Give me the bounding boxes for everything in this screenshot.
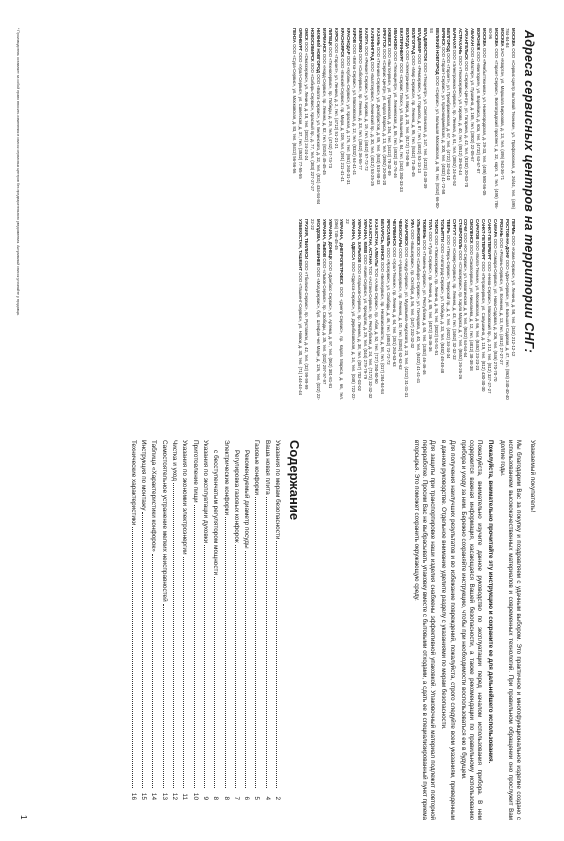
service-center-address: ООО «Донбасс-Сервис», ул. Артема, д. 97, тел. (062) 381-81-81	[327, 260, 333, 389]
service-center-entry	[457, 219, 463, 400]
contents-title: Содержание	[287, 440, 302, 521]
service-center-entry	[451, 219, 457, 400]
toc-entry-page: 8	[222, 796, 230, 800]
service-center-entry	[310, 219, 321, 400]
service-center-entry	[464, 28, 470, 209]
intro-paragraph: Пожалуйста, внимательно изучите данное руководство по эксплуатации перед началом использования прибора. В нем содержится важная информация, касающаяся Вашей безопасности, а также рекомендации по правильному использованию прибора и уходу за ним. Бережно сохраняйте инструкцию, чтобы при необходимости воспользоваться ею в будущем.	[459, 440, 484, 820]
toc-entry-title: Указания по мерам безопасности	[274, 440, 281, 540]
service-center-entry	[362, 219, 368, 400]
service-center-entry	[505, 28, 516, 209]
toc-entry-page: 5	[253, 796, 261, 800]
service-center-entry	[393, 28, 399, 209]
toc-entry-title: Чистка и уход	[171, 440, 179, 482]
toc-entry	[179, 440, 189, 800]
toc-entry-title: Регулировка газовых конфорок	[232, 450, 240, 543]
toc-entry-title: Электрические конфорки	[222, 440, 230, 516]
service-center-entry	[499, 28, 505, 209]
service-center-entry	[298, 219, 304, 400]
service-center-entry	[399, 28, 405, 209]
service-center-entry	[404, 219, 410, 400]
service-center-entry	[339, 28, 345, 209]
service-center-entry	[357, 28, 363, 209]
service-center-entry	[475, 219, 481, 400]
toc-entry-page: 10	[191, 792, 199, 800]
service-center-entry	[410, 219, 416, 400]
service-center-entry	[298, 28, 304, 209]
service-center-city: АБАКАН	[470, 28, 476, 46]
service-center-city: КАЗАХСТАН, АЛМАТЫ	[374, 219, 380, 267]
service-center-address: ООО «Электроника-Сервис», пр. Ленина, д. 61, тел. (3852) 24-62-52	[452, 49, 458, 187]
service-center-entry	[351, 28, 357, 209]
service-center-address: ООО «Дон-Сервис», ул. Большая Садовая, д. 47, тел. (863) 240-40-40	[505, 259, 511, 400]
service-center-address: ООО «Ставсервис», пр. Карла Маркса, д. 7, тел. (8652) 26-26-26	[457, 250, 463, 380]
service-center-city: НИЖНИЙ НОВГОРОД	[316, 28, 322, 73]
service-center-address: ООО «Ремсервис», ул. Горького, д. 87, тел. (4922) 53-13-13	[417, 54, 423, 173]
service-center-entry	[510, 219, 516, 400]
service-center-address: ООО «Сервис-Центр Бытовой Техники», ул. Профсоюзная, д. 26/44, тел. (495) 784-84-84	[505, 28, 516, 209]
service-center-address: ООО «Балтсервис», Ленинский пр., д. 30, тел. (4012) 53-25-25	[369, 61, 375, 187]
toc-entry-title: Ваша новая плита	[263, 440, 271, 495]
service-center-city: ПЕРМЬ	[511, 219, 516, 235]
greeting: Уважаемый покупатель!	[529, 440, 536, 513]
service-center-address: ООО «Енисей-Сервис», пр. Мира, д. 109, тел. (391) 211-41-41	[339, 58, 345, 182]
intro-paragraph: Для получения наилучших результатов и во избежание повреждений, пожалуйста, строго следуйте всем указаниям, приведенным в данном руководстве. Отдельное внимание уделите разделу с указаниями по мерам безопасности.	[440, 440, 456, 820]
service-center-city: ХАБАРОВСК	[404, 219, 410, 246]
service-center-entry	[345, 28, 351, 209]
service-center-city: МОСКВА	[493, 28, 499, 47]
service-center-entry	[392, 219, 398, 400]
service-center-city: ОМСК	[304, 28, 310, 41]
service-center-address: ООО «Киев-Сервис», ул. Крещатик, д. 29, тел. (044) 279-79-79	[362, 254, 368, 380]
service-center-entry	[316, 28, 322, 209]
service-center-address: ООО «Кубань-Сервис», ул. Красная, д. 176, тел. (861) 260-31-31	[345, 55, 351, 185]
service-center-address: ООО «Нева-Сервис», Московский пр., д. 212, тел. (812) 327-27-27	[487, 261, 493, 394]
service-center-city: ИВАНОВО	[393, 28, 399, 50]
service-center-entry	[476, 28, 482, 209]
service-center-city: ЯРОСЛАВЛЬ	[386, 219, 392, 247]
service-center-city: КАЛУГА	[363, 28, 369, 45]
service-center-city: УКРАИНА, ОДЕССА	[350, 219, 356, 261]
service-center-city: ТОЛЬЯТТИ	[439, 219, 445, 243]
service-center-city: УКРАИНА, ДНЕПРОПЕТРОВСК	[339, 219, 345, 285]
toc-entry	[148, 440, 158, 800]
service-center-city: ТУЛА	[427, 219, 433, 231]
service-centers-footnote: * Производитель оставляет за собой право вносить изменения в список сервисных центров без предварительного уведомления. Актуальный список уточняйте у продавца.	[16, 28, 20, 316]
service-center-entry	[333, 219, 344, 400]
toc-entry-page: 14	[150, 792, 158, 800]
toc-entry	[189, 440, 199, 800]
service-center-entry	[381, 28, 387, 209]
toc-leader-dots	[225, 517, 226, 788]
service-center-address: ООО «Сервис-Центр», ул. Карла Маркса, д. 13, тел. (3952) 20-85-20	[381, 48, 387, 186]
service-center-entry	[421, 219, 427, 400]
service-center-city: МУРМАНСК	[322, 28, 328, 53]
service-center-city: КУРСК	[334, 28, 340, 42]
service-center-address: ООО «Рязань-Сервис», ул. Есенина, д. 13, тел. (4912) 27-27-27	[499, 238, 505, 365]
service-center-entry	[304, 219, 310, 400]
service-center-address: ООО «Гарант», ул. Преображенская, д. 67, тел. (4722) 32-64-10	[446, 53, 452, 181]
service-center-city: БАРНАУЛ	[452, 28, 458, 49]
service-center-city: СМОЛЕНСК	[469, 219, 475, 244]
service-center-entry	[411, 28, 417, 209]
intro-paragraph: Мы благодарим Вас за покупку и поздравляем с удачным выбором. Это практичное и многофункциональное изделие создано с использованием высококачественных материалов и современных технологий. При правильном обращении оно прослужит Вам долгие годы.	[498, 440, 522, 820]
service-center-city: ЛИПЕЦК	[328, 28, 334, 46]
toc-entry-page: 12	[171, 792, 179, 800]
service-center-entry	[398, 219, 404, 400]
service-centers-page	[0, 0, 564, 420]
service-center-city: БРЯНСК	[440, 28, 446, 46]
service-center-entry	[470, 28, 476, 209]
toc-entry-title: с бесступенчатым регулятором мощности	[212, 450, 220, 576]
service-center-city: ВОРОНЕЖ	[476, 28, 482, 51]
service-centers-title: Адреса сервисных центров на территории СНГ:	[522, 30, 536, 353]
toc-entry	[128, 440, 138, 800]
service-center-city: УКРАИНА, ХАРЬКОВ	[356, 219, 362, 263]
toc-leader-dots	[204, 545, 205, 788]
service-center-city: ИРКУТСК	[381, 28, 387, 48]
toc-entry-page: 2	[274, 796, 281, 800]
toc-leader-dots	[132, 527, 133, 788]
service-center-entry	[322, 28, 328, 209]
service-centers-column-1	[26, 28, 516, 209]
service-center-address: ООО «Тверь-Сервис», Тверской пр., д. 2, тел. (4822) 34-34-34	[445, 234, 451, 359]
service-center-address: ООО «Петросервис», ул. Савушкина, д. 119, тел. (812) 430-30-30	[481, 261, 487, 392]
toc-entry-title: Указания по эксплуатации духовки	[201, 440, 209, 544]
toc-entry-title: Инструкция по монтажу	[140, 440, 148, 511]
service-center-entry	[469, 219, 475, 400]
service-center-address: ООО «Сура-Сервис», ул. Московская, д. 83, тел. (8412) 56-56-56	[292, 44, 298, 174]
service-center-city: ЧЕЛЯБИНСК	[392, 219, 398, 246]
service-center-entry	[493, 219, 499, 400]
service-center-city: ГРУЗИЯ, ТБИЛИСИ	[304, 219, 310, 260]
service-center-address: ТОО «Астана-Сервис», пр. Республики, д. 24, тел. (7172) 32-32-32	[368, 266, 374, 399]
service-center-city: ПЕНЗА	[292, 28, 298, 43]
service-center-entry	[369, 28, 375, 209]
service-center-entry	[415, 219, 421, 400]
service-center-city: ЕКАТЕРИНБУРГ	[399, 28, 405, 62]
service-center-city: КЕМЕРОВО	[357, 28, 363, 53]
toc-entry	[231, 440, 241, 800]
service-center-city: БЕЛГОРОД	[446, 28, 452, 52]
toc-leader-dots	[194, 505, 195, 788]
service-center-entry	[328, 28, 334, 209]
service-center-entry	[334, 28, 340, 209]
toc-entry	[200, 440, 210, 800]
service-center-city: СОЧИ	[463, 219, 469, 232]
service-center-city: КИРОВ	[351, 28, 357, 43]
toc-entry-page: 13	[160, 792, 168, 800]
service-center-city: КАЗАХСТАН, АСТАНА	[368, 219, 374, 265]
service-center-entry	[458, 28, 464, 209]
service-center-address: ООО «Смолсервис», ул. Николаева, д. 12, тел. (4812) 38-38-38	[469, 244, 475, 371]
service-center-address: ООО «Тюмень-Сервис», ул. Республики, д. 65, тел. (3452) 46-46-46	[421, 239, 427, 375]
service-center-entry	[439, 219, 445, 400]
service-center-entry	[452, 28, 458, 209]
service-center-address: ООО «Тбилиси-Сервис», пр. Руставели, д. 42, тел. (32) 99-99-99	[304, 260, 310, 390]
service-center-entry	[481, 219, 487, 400]
service-center-address: ООО «Гарант», ул. Ленина, д. 2, тел. (4712) 51-21-21	[334, 43, 340, 149]
service-center-address: ООО «Мастер», ул. Пушкина, д. 165, тел. (3902) 22-05-67	[470, 47, 476, 162]
service-center-city: САНКТ-ПЕТЕРБУРГ	[481, 219, 487, 261]
service-center-entry	[363, 28, 369, 209]
service-center-address: ООО «Ремонт-Сервис», ул. Кирова, д. 19, тел. (4842) 57-72-72	[363, 45, 369, 171]
service-center-address: ООО «Сервис Плюс», ул. Малышева, д. 84, тел. (343) 350-33-33	[399, 63, 405, 192]
toc-leader-dots	[152, 554, 153, 788]
service-center-city: БЕЛАРУСЬ, МИНСК	[380, 219, 386, 261]
service-center-address: ООО «Юг-Сервис», ул. Навагинская, д. 9, тел. (8622) 64-64-64	[463, 232, 469, 358]
service-center-address: ООО «Техноцентр», ул. Лежневская, д. 55, тел. (4932) 32-76-46	[393, 51, 399, 178]
service-center-entry	[310, 28, 316, 209]
service-center-entry	[487, 219, 493, 400]
service-center-city: ТЮМЕНЬ	[421, 219, 427, 239]
service-center-entry	[463, 219, 469, 400]
service-center-entry	[386, 219, 392, 400]
toc-entry-page: 4	[263, 796, 271, 800]
intro-paragraph: Для защиты при транспортировке наши изделия снабжены эффективной упаковкой. Упаковочный материал подлежит повторной переработке. Просим Вас не выбрасывать упаковку вместе с бытовыми отходами, а сдать ее в специализированный пункт приема вторсырья. Это поможет сохранить окружающую среду.	[412, 440, 437, 820]
service-center-entry	[387, 28, 393, 209]
service-center-entry	[292, 28, 298, 209]
service-center-address: ООО «Техносервис», пр. Победы, д. 29, тел. (4742) 27-73-73	[328, 47, 334, 168]
service-center-address: ООО «Ташкент-Сервис», ул. Навои, д. 30, тел. (71) 144-44-44	[298, 272, 304, 396]
service-center-city: МОСКВА	[499, 28, 505, 47]
service-center-entry	[427, 219, 433, 400]
service-center-city: ОРЕНБУРГ	[298, 28, 304, 52]
toc-leader-dots	[163, 604, 164, 788]
service-center-entry	[405, 28, 411, 209]
service-center-city: САМАРА	[493, 219, 499, 238]
service-center-city: УЗБЕКИСТАН, ТАШКЕНТ	[298, 219, 304, 271]
toc-entry	[251, 440, 261, 800]
service-center-city: САНКТ-ПЕТЕРБУРГ	[487, 219, 493, 261]
service-center-address: ООО «Вятка-Сервис», ул. Московская, д. 12, тел. (8332) 64-41-41	[351, 44, 357, 176]
service-center-address: ООО «Техника-Сервис», ул. Декабристов, д. 85, тел. (843) 518-88-33	[375, 46, 381, 185]
service-center-address: ООО «Мир Сервиса», пр. Ленина, д. 95, тел. (8442) 73-45-45	[411, 55, 417, 177]
service-center-address: ООО «Техносервис», ул. Кирова, д. 40, тел. (8512) 39-63-44	[458, 55, 464, 175]
service-center-address: ООО «Электроника», ул. Мира, д. 20, тел. (8172) 72-50-96	[405, 50, 411, 167]
service-center-entry	[446, 28, 452, 209]
service-center-address: ООО «Башсервис», пр. Октября, д. 56, тел. (347) 232-32-32	[410, 229, 416, 349]
toc-entry-title: Таблица «Характеристики конфорок»	[150, 440, 158, 552]
toc-leader-dots	[142, 512, 143, 788]
service-center-city: КАЛИНИНГРАД	[369, 28, 375, 61]
toc-leader-dots	[266, 497, 267, 788]
service-center-city: ВОЛГОГРАД	[411, 28, 417, 55]
toc-entry	[169, 440, 179, 800]
toc-leader-dots	[183, 557, 184, 788]
service-center-city: КАЗАНЬ	[375, 28, 381, 46]
page-number: 1	[19, 815, 28, 820]
toc-entry	[138, 440, 148, 800]
service-center-entry	[417, 28, 423, 209]
service-center-entry	[321, 219, 327, 400]
toc-entry	[220, 440, 230, 800]
service-center-address: ООО «Харьков-Сервис», пр. Ленина, д. 38, тел. (057) 702-02-02	[356, 263, 362, 391]
toc-entry-page: 11	[181, 793, 189, 800]
toc-entry-page: 8	[212, 796, 220, 800]
toc-entry-title: Приготовление пищи	[191, 440, 199, 503]
service-center-address: ООО «Самара-Сервис», ул. Ново-Садовая, д. 106, тел. (846) 270-70-70	[493, 238, 499, 382]
service-center-entry	[505, 219, 511, 400]
service-center-entry	[356, 219, 362, 400]
service-center-address: ООО «Днепр-Сервис», пр. Карла Маркса, д. 66, тел. (056) 745-45-45	[333, 219, 345, 400]
service-center-entry	[429, 28, 440, 209]
service-center-address: ООО «Сибирь-Сервис», Красный пр., д. 77, тел. (383) 227-27-27	[310, 62, 316, 192]
service-center-address: ООО «Гарант-Сервис», Волгоградский проспект, д. 32, корп. 3, тел. (495) 786-60-96	[488, 28, 499, 209]
intro-text	[409, 440, 522, 820]
service-center-entry	[345, 219, 356, 400]
service-center-city: ВЕЛИКИЙ НОВГОРОД	[434, 28, 440, 75]
service-center-address: ООО «Норд-Сервис», пр. Ленина, д. 82, тел. (8152) 45-45-45	[322, 53, 328, 175]
toc-entry-page: 7	[232, 796, 240, 800]
service-center-address: ООО «Сибсервис», пр. Ленина, д. 33, тел. (3842) 36-55-77	[357, 53, 363, 170]
toc-entry-page: 6	[243, 796, 251, 800]
service-center-address: ООО «Кама-Сервис», ул. Ленина, д. 58, тел. (342) 212-12-12	[511, 235, 516, 357]
toc-leader-dots	[255, 497, 256, 788]
service-center-address: ООО «Чувашсервис», пр. Ленина, д. 10, тел. (8352) 62-62-62	[398, 248, 404, 370]
service-center-city: АРХАНГЕЛЬСК	[464, 28, 470, 60]
service-center-city: НОВОСИБИРСК	[310, 28, 316, 62]
service-center-address: ООО «Автоград-Сервис», ул. Победы, д. 33, тел. (8482) 48-48-48	[439, 243, 445, 374]
service-center-address: ООО «Урал-Техник», пр. Ленина, д. 64, тел. (351) 263-63-63	[392, 247, 398, 367]
toc-entry	[241, 440, 251, 800]
service-center-entry	[499, 219, 505, 400]
service-center-city: ТОМСК	[433, 219, 439, 235]
service-center-entry	[368, 219, 374, 400]
service-center-city: УКРАИНА, ДОНЕЦК	[327, 219, 333, 260]
service-center-entry	[487, 28, 498, 209]
toc-entry-page: 9	[201, 796, 209, 800]
toc-entry-page: 16	[129, 792, 137, 800]
table-of-contents	[128, 440, 282, 800]
service-center-entry	[375, 28, 381, 209]
toc-entry	[210, 440, 220, 800]
intro-emphasis: Пожалуйста, внимательно прочитайте эту инструкцию и сохраните ее для дальнейшего использования.	[487, 440, 495, 764]
service-center-city: УФА	[410, 219, 416, 229]
service-centers-column-2	[26, 219, 516, 400]
service-center-city: СТАВРОПОЛЬ	[457, 219, 463, 250]
service-center-city: УКРАИНА, КИЕВ	[362, 219, 368, 254]
service-center-city: МОЛДОВА, КИШИНЕВ	[315, 219, 321, 266]
service-center-address: ООО «Молдсервис», бул. Штефан чел Маре, д. 126, тел. (022) 22-22-22	[310, 219, 321, 400]
toc-leader-dots	[245, 551, 246, 788]
intro-paragraph	[486, 440, 494, 820]
service-center-city: МОСКВА	[482, 28, 488, 47]
service-center-city: АСТРАХАНЬ	[458, 28, 464, 55]
service-center-city: ВЛАДИВОСТОК	[423, 28, 429, 62]
service-center-city: ЧЕБОКСАРЫ	[398, 219, 404, 248]
toc-entry-title: Технические характеристики	[129, 440, 137, 526]
service-center-city: МОСКВА	[511, 28, 516, 47]
service-center-entry	[423, 28, 429, 209]
toc-entry-page: 15	[140, 792, 148, 800]
service-center-city: РОСТОВ-НА-ДОНУ	[505, 219, 511, 259]
service-center-address: ООО «Урал-Сервис», ул. Советская, д. 37, тел. (3532) 77-55-55	[298, 52, 304, 179]
service-center-city: КРАСНОЯРСК	[339, 28, 345, 58]
service-center-address: ООО «Симбирск-Сервис», ул. Гончарова, д. 40, тел. (8422) 41-41-41	[416, 246, 421, 384]
service-center-city: УЛЬЯНОВСК	[416, 219, 421, 246]
service-center-address: ООО «Одесса-Сервис», ул. Дерибасовская, д. 14, тел. (048) 722-22-22	[345, 219, 356, 400]
toc-leader-dots	[214, 577, 215, 788]
service-center-entry	[327, 219, 333, 400]
toc-leader-dots	[235, 545, 236, 788]
service-center-address: ООО «Техцентр», ул. Светланская, д. 147, тел. (4232) 43-39-39	[423, 62, 429, 189]
service-center-address: ООО «Львов-Сервис», пр. Свободы, д. 35, тел. (032) 297-97-97	[321, 258, 327, 385]
service-center-city: ТВЕРЬ	[445, 219, 451, 234]
service-center-address: ООО «Амур-Сервис», ул. Муравьева-Амурского, д. 23, тел. (4212) 31-31-31	[404, 247, 410, 398]
service-center-address: ООО «Сервис», ул. Большая Московская, д. 58, тел. (8162) 66-00-93	[429, 28, 440, 209]
toc-entry	[158, 440, 168, 800]
service-center-entry	[374, 219, 380, 400]
service-center-city: ВОЛОГДА	[405, 28, 411, 50]
service-center-address: ООО «Омсксервис», ул. Ленина, д. 18, тел. (3812) 24-24-24	[304, 41, 310, 161]
service-centers-list	[26, 28, 516, 400]
service-center-address: ООО «Бытсервис», ул. Пушкинская, д. 154, тел. (3412) 78-32-89	[387, 47, 393, 176]
service-center-city: СУРГУТ	[451, 219, 457, 236]
toc-leader-dots	[276, 541, 277, 788]
service-center-entry	[380, 219, 386, 400]
service-center-city: САРАТОВ	[475, 219, 481, 240]
service-center-entry	[433, 219, 439, 400]
service-center-address: ТОО «Алма-Сервис», пр. Абая, д. 52, тел. (727) 250-50-50	[374, 267, 380, 384]
service-center-address: ООО «Волга-Сервис», ул. Белинского, д. 32, тел. (831) 434-84-84	[316, 74, 322, 205]
contents-page	[0, 420, 564, 841]
toc-entry-title: Рекомендуемый диаметр посуды	[243, 450, 251, 549]
service-center-entry	[482, 28, 488, 209]
service-center-entry	[445, 219, 451, 400]
service-center-address: ООО «Белсервис», пр. Независимости, д. 58, тел. (017) 284-84-84	[380, 261, 386, 394]
toc-entry	[272, 440, 282, 800]
service-center-address: ООО «Виктория», ул. Варейкиса, д. 60а, тел. (4732) 63-67-87	[476, 51, 482, 174]
service-center-entry	[304, 28, 310, 209]
service-center-entry	[440, 28, 446, 209]
service-center-address: ООО «Томсксервис», пр. Ленина, д. 94, тел. (3822) 51-51-51	[433, 235, 439, 356]
service-center-city: КРАСНОДАР	[345, 28, 351, 55]
service-center-address: ООО «Север-Сервис», пр. Ленина, д. 43, тел. (3462) 32-32-32	[451, 236, 457, 360]
service-center-address: ООО «Волга-Техник», ул. Московская, д. 66, тел. (8452) 23-23-23	[475, 240, 481, 371]
service-center-city: ИЖЕВСК	[387, 28, 393, 47]
toc-entry-title: Указания по экономии электроэнергии	[181, 440, 189, 555]
service-center-address: ООО «Гарант-Сервис», ул. Красноармейская, д. 100, тел. (4832) 41-72-58	[440, 46, 446, 195]
service-center-address: ЗАО «Кварта», ул. Маршала Бирюзова, д. 13, тел. (495) 943-36-71	[499, 47, 505, 181]
service-center-address: ООО «Рембыттехника», ул. Нижегородская, д. 29-33, тел. (495) 580-56-05	[482, 47, 488, 196]
service-center-city: РЯЗАНЬ	[499, 219, 505, 237]
service-center-city: ВЛАДИМИР	[417, 28, 423, 53]
toc-leader-dots	[173, 483, 174, 788]
service-center-address: ООО «Сервис-Центр», ул. Гагарина, д. 42, тел. (8182) 20-83-70	[464, 61, 470, 188]
toc-entry	[261, 440, 271, 800]
toc-entry-title: Самостоятельное устранение мелких неисправностей	[160, 440, 168, 602]
service-center-address: ООО «Ярсервис», ул. Свободы, д. 46, тел. (4852) 72-72-72	[386, 247, 392, 365]
service-center-city: УКРАИНА, ЛЬВОВ	[321, 219, 327, 258]
toc-entry-title: Газовые конфорки	[253, 440, 261, 495]
service-center-address: ООО «Тула-Сервис», пр. Ленина, д. 85, тел. (4872) 36-36-36	[427, 231, 433, 352]
